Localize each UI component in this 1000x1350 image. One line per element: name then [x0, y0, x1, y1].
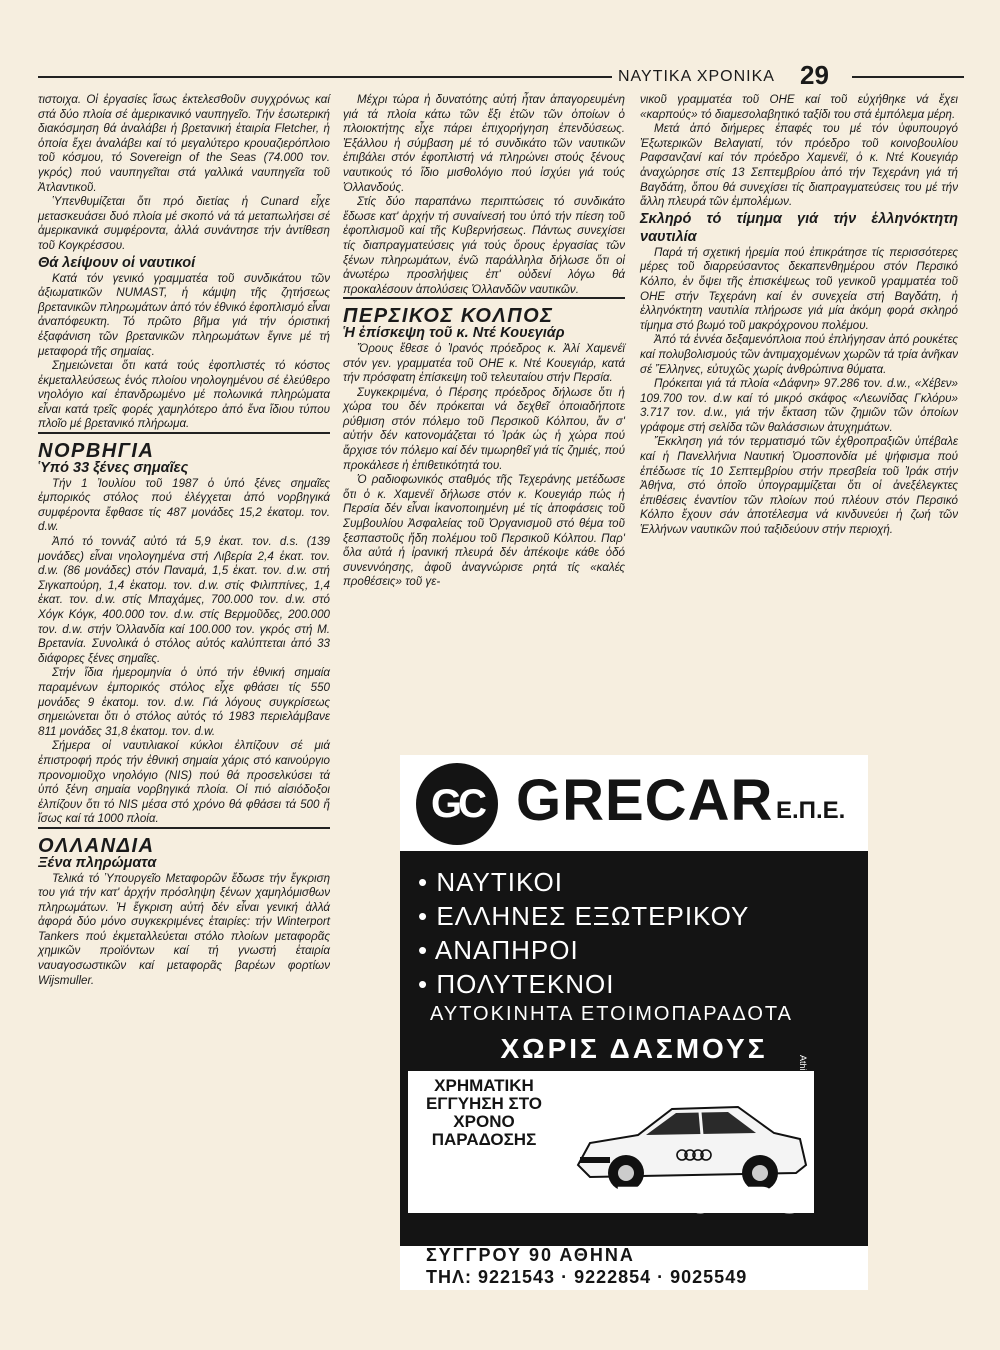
list-item: • ΝΑΥΤΙΚΟΙ [418, 865, 749, 899]
column-1 [38, 93, 330, 988]
subheading: Ἡ ἐπίσκεψη τοῦ κ. Ντέ Κουεγιάρ [343, 324, 565, 341]
subheading: Σκληρό τό τίμημα γιά τήν ἑλληνόκτητη ναυτιλία [640, 210, 958, 245]
list-item: • ΑΝΑΠΗΡΟΙ [418, 933, 749, 967]
paragraph: Ὑπενθυμίζεται ὅτι πρό διετίας ἡ Cunard εἶχε μετασκευάσει δυό πλοία μέ σκοπό νά τά μεταπωλήσει σέ ἀμερικανικά συμφέροντα, ἀλλά συνάντησε τήν ἀντίθεση τοῦ Κογκρέσσου. [38, 195, 330, 252]
paragraph: Μέχρι τώρα ἡ δυνατότης αὐτή ἦταν ἀπαγορευμένη γιά τά πλοία κάτω τῶν ἕξι ἐτῶν τῶν ὁποίων ὁ πλοιοκτήτης εἶχε πάρει ἐπιχορήγηση ἐπενδύσεως. Ἐξάλλου ἡ σύμβαση μέ τό συνδικάτο τῶν ναυτικῶν ἐπιβάλει στόν ἐφοπλιστή νά πληρώνει στούς ξένους ναυτικούς τό ἴδιο μισθολόγιο πού ἰσχύει γιά τούς Ὁλλανδούς. [343, 93, 625, 194]
column-3 [640, 93, 958, 538]
page-number: 29 [800, 60, 829, 90]
list-item: • ΠΟΛΥΤΕΚΝΟΙ [418, 967, 749, 1001]
paragraph: Σημειώνεται ὅτι κατά τούς ἐφοπλιστές τό κόστος ἐκμεταλλεύσεως ἑνός πλοίου νηολογημένου σέ ἐλεύθερο νηολόγιο καί ἐπανδρωμένο μέ πολωνικά πληρώματα εἶναι κατά τρεῖς φορές χαμηλότερο ἀπό ἕνα ἴδιου τύπου πλοῖο μέ βρετανικό πλήρωμα. [38, 359, 330, 431]
paragraph: Ὁ ραδιοφωνικός σταθμός τῆς Τεχεράνης μετέδωσε ὅτι ὁ κ. Χαμενέϊ δήλωσε στόν κ. Κουεγιάρ πώς ἡ Περσία δέν εἶναι ἱκανοποιημένη μέ τίς ἀποφάσεις τοῦ Συμβουλίου Ἀσφαλείας τοῦ Ὀργανισμοῦ στό θέμα τοῦ ξεσπαστοῦς ἤδη πολέμου τοῦ Περσικοῦ Κόλπου. Παρ' ὅλα αὐτά ἡ ἰρανική πλευρά δέν ἀπέκοψε κάθε ὁδό συνεννόησης, ἀφοῦ ἀναγνώρισε ρητά τίς «καλές προθέσεις» τοῦ γε- [343, 473, 625, 589]
header-rule-left [38, 76, 612, 78]
paragraph: Στήν ἴδια ἡμερομηνία ὁ ὑπό τήν ἐθνική σημαία παραμένων ἐμπορικός στόλος εἶχε φθάσει τίς 550 μονάδες 9 ἑκατομ. τον. d.w. Γιά λόγους συγκρίσεως σημειώνεται ὅτι ὁ στόλος αὐτός τό 1983 περιελάμβανε 811 μονάδες 31,8 ἑκατομ. τον. d.w. [38, 666, 330, 738]
ad-tax-free-cars: TAX FREE CARS [462, 1180, 806, 1222]
subheading: Ξένα πληρώματα [38, 854, 157, 871]
paragraph: Ἀπό τά ἐννέα δεξαμενόπλοια πού ἐπλήγησαν ἀπό ρουκέτες καί πολυβολισμούς τῶν ἀντιμαχομένων χωρῶν τά τρία ἀνῆκαν σέ Ἕλληνες, εὐτυχῶς χωρίς ἀνθρώπινα θύματα. [640, 333, 958, 376]
paragraph: Τήν 1 Ἰουλίου τοῦ 1987 ὁ ὑπό ξένες σημαῖες ἐμπορικός στόλος πού ἐλέγχεται ἀπό νορβηγικά συμφέροντα ἔφθασε τίς 487 μονάδες 15,2 ἑκατομ. τον. d.w. [38, 476, 330, 534]
paragraph: τιστοιχα. Οἱ ἐργασίες ἴσως ἐκτελεσθοῦν συγχρόνως καί στά δύο πλοία σέ ἀμερικανικό ναυπηγεῖο. Τήν ἐσωτερική διακόσμηση θά ἀναλάβει ἡ βρετανική ἑταιρία Fletcher, ἡ ὁποία ἔχει ἀναλάβει καί τό μεγαλύτερο κρουαζιερόπλοιο τοῦ κόσμου, τό Sovereign of the Seas (74.000 τον. γκρός) πού ναυπηγεῖται στά γαλλικά ναυπηγεῖα τοῦ Ἀτλαντικοῦ. [38, 93, 330, 194]
ad-brand-suffix: Ε.Π.Ε. [776, 797, 846, 824]
section-title-norway: ΝΟΡΒΗΓΙΑ [38, 432, 330, 459]
publication-title: ΝΑΥΤΙΚΑ ΧΡΟΝΙΚΑ [618, 68, 775, 85]
paragraph: Στίς δύο παραπάνω περιπτώσεις τό συνδικάτο ἔδωσε κατ' ἀρχήν τή συναίνεσή του ὑπό τήν πίεση τοῦ ἐφοπλισμοῦ καί τῆς Κυβερνήσεως. Πάντως συνεχίσει τίς διαπραγματεύσεις γιά τούς ὅρους ἐργασίας τῶν ξένων πληρωμάτων, ἐνῶ παράλληλα δήλωσε ὅτι οἱ ἀνωτέρω προσλήψεις ἐπ' οὐδενί λόγω θά προκαλέσουν ἀπολύσεις Ὁλλανδῶν ναυτικῶν. [343, 195, 625, 296]
section-title-persian-gulf: ΠΕΡΣΙΚΟΣ ΚΟΛΠΟΣ [343, 297, 625, 324]
ad-address: ΣΥΓΓΡΟΥ 90 ΑΘΗΝΑ [426, 1245, 635, 1265]
paragraph: Ἀπό τό τοννάζ αὐτό τά 5,9 ἑκατ. τον. d.s. (139 μονάδες) εἶναι νηολογημένα στή Λιβερία 2,4 ἑκατ. τον. d.w. (86 μονάδες) στόν Παναμά, 1,5 ἑκατ. τον. d.w. στή Σιγκαπούρη, 1,4 ἑκατομ. τον. d.w. στίς Φιλιππίνες, 1,4 ἑκατ. τον. d.w. στίς Μπαχάμες, 700.000 τον. d.w. στό Χόγκ Κόγκ, 400.000 τον. d.w. στίς Βερμοῦδες, 200.000 τον. d.w. στήν Ὁλλανδία καί 100.000 τον. γκρός στή Μ. Βρετανία. Συνολικά ὁ στόλος αὐτός καλύπτεται ἀπό 33 διάφορες ξένες σημαῖες. [38, 535, 330, 665]
ad-duty-free: ΧΩΡΙΣ ΔΑΣΜΟΥΣ [500, 1033, 768, 1064]
paragraph: Σήμερα οἱ ναυτιλιακοί κύκλοι ἐλπίζουν σέ μιά ἐπιστροφή πρός τήν ἐθνική σημαία χάρις στό καινούργιο προνομιοῦχο νηολόγιο (NIS) πού θά προσελκύσει τά ὑπό ξένη σημαία νορβηγικά πλοία. Οἱ πιό αἰσιόδοξοι ἐλπίζουν ὅτι τό NIS μέσα στό χρόνο θά φθάσει τά 500 ἤ ἴσως καί τά 1000 πλοία. [38, 739, 330, 826]
paragraph: Παρά τή σχετική ἠρεμία πού ἐπικράτησε τίς περισσότερες μέρες τοῦ διαρρεύσαντος δεκαπενθημέρου στόν Περσικό Κόλπο, ἐν ὄψει τῆς ἐπισκέψεως τοῦ γενικοῦ γραμματέα τοῦ ΟΗΕ στήν Τεχεράνη καί ἐν συνεχεία στή Βαγδάτη, ἡ ἑλληνόκτητη ναυτιλία πλήρωσε γιά μία ἀκόμη φορά σκληρό τίμημα στό βωμό τοῦ μακρόχρονου πολέμου. [640, 245, 958, 332]
paragraph: νικοῦ γραμματέα τοῦ ΟΗΕ καί τοῦ εὐχήθηκε νά ἔχει «καρπούς» τό διαμεσολαβητικό ταξίδι του στά ἐμπόλεμα μέρη. [640, 93, 958, 121]
ad-guarantee-text: ΧΡΗΜΑΤΙΚΗ ΕΓΓΥΗΣΗ ΣΤΟ ΧΡΟΝΟ ΠΑΡΑΔΟΣΗΣ [425, 1076, 543, 1149]
paragraph: Μετά ἀπό διήμερες ἐπαφές του μέ τόν ὑφυπουργό Ἐξωτερικῶν Βελαγιατί, τόν πρόεδρο τοῦ κοινοβουλίου Ραφσανζανί καί τόν πρόεδρο Χαμενέϊ, ὁ κ. Ντέ Κουεγιάρ ἀναχώρησε στίς 13 Σεπτεμβρίου ἀπό τήν Τεχεράνη γιά τή Βαγδάτη, ὅπου θά συνεχίσει τίς διαπραγματεύσεις του μέ τήν ἄλλη πλευρά τῶν ἐμπολέμων. [640, 122, 958, 209]
subheading: Ὑπό 33 ξένες σημαῖες [38, 459, 189, 476]
paragraph: Ἔκκληση γιά τόν τερματισμό τῶν ἐχθροπραξιῶν ὑπέβαλε καί ἡ Πανελλήνια Ναυτική Ὁμοσπονδία μέ ψήφισμα πού ἐπέδωσε τίς 10 Σεπτεμβρίου στήν πρεσβεία τοῦ Ἰράκ στήν Ἀθήνα, στό ὁποῖο ὑπογραμμίζεται ὅτι οἱ ἀνεξέλεγκτες ἐπιθέσεις ἐναντίον τῶν πλοίων πού πλέουν στόν Περσικό Κόλπο ἔχουν σάν ἀποτέλεσμα νά κινδυνεύει ἡ ζωή τῶν Ἑλλήνων ναυτικῶν πού ταξιδεύουν στήν περιοχή. [640, 435, 958, 537]
paragraph: Κατά τόν γενικό γραμματέα τοῦ συνδικάτου τῶν ἀξιωματικῶν NUMAST, ἡ κάμψη τῆς ζητήσεως βρετανικῶν πληρωμάτων ἀπό τόν ἐθνικό ἐφοπλισμό εἶναι ἀναπόφευκτη. Τό πρῶτο βῆμα γιά τήν όριστική ἐξαφάνιση τῶν βρετανικῶν πληρωμάτων ἔγινε μέ τή μεταφορά τῆς σημαίας. [38, 271, 330, 358]
list-item: • ΕΛΛΗΝΕΣ ΕΞΩΤΕΡΙΚΟΥ [418, 899, 749, 933]
paragraph: Πρόκειται γιά τά πλοία «Δάφνη» 97.286 τον. d.w., «Χέβεν» 109.700 τον. d.w καί τό μικρό σκάφος «Λεωνίδας Γκλόρυ» 3.717 τον. d.w., γιά τήν ἔκταση τῶν ζημιῶν τῶν ὁποίων γράφομε στή σελίδα τῶν θαλάσσιων ἀτυχημάτων. [640, 377, 958, 434]
section-title-netherlands: ΟΛΛΑΝΔΙΑ [38, 827, 330, 854]
grecar-advertisement [400, 755, 868, 1290]
subheading: Θά λείψουν οἱ ναυτικοί [38, 254, 196, 271]
paragraph: Συγκεκριμένα, ὁ Πέρσης πρόεδρος δήλωσε ὅτι ἡ χώρα του δέν πρόκειται νά δεχθεῖ ὁποιαδήποτε ρύθμιση στόν πόλεμο τοῦ Περσικοῦ Κόλπου, ἄν σ' αὐτήν δέν κατονομάζεται τό Ἰράκ ὡς ἡ χώρα πού ἄρχισε τόν πόλεμο καί δέν τιμωρηθεῖ γιά τίς ζημιές, πού προκάλεσε ἡ ἐπιθετικότητά του. [343, 385, 625, 472]
ad-eligibility-list [418, 865, 749, 1001]
paragraph: Τελικά τό Ὑπουργεῖο Μεταφορῶν ἔδωσε τήν ἔγκριση του γιά τήν κατ' ἀρχήν πρόσληψη ξένων χαμηλόμισθων πληρωμάτων. Ἡ ἔγκριση αὐτή δέν εἶναι γενική ἀλλά ἀφορά δύο μόνο συγκεκριμένες ἑταιρίες: τήν Winterport Tankers πού ἐκμεταλλεύεται στόλο πλοίων μεταφορᾶς χημικῶν προϊόντων καί τή γνωστή ἑταιρία ναυαγοσωστικῶν καί μεταφορᾶς βαρέων φορτίων Wijsmuller. [38, 871, 330, 987]
ad-ready-cars: ΑΥΤΟΚΙΝΗΤΑ ΕΤΟΙΜΟΠΑΡΑΔΟΤΑ [430, 1003, 793, 1025]
paragraph: Ὅρους ἔθεσε ὁ Ἰρανός πρόεδρος κ. Ἀλί Χαμενέϊ στόν γεν. γραμματέα τοῦ ΟΗΕ κ. Ντέ Κουεγιάρ, κατά τήν πρόσφατη ἐπίσκεψη τοῦ τελευταίου στήν Περσία. [343, 341, 625, 385]
ad-credit: Athine's [798, 1055, 808, 1087]
ad-brand-name: GRECAR [516, 768, 774, 833]
grecar-logo: GC [416, 763, 498, 845]
ad-phone: ΤΗΛ: 9221543 · 9222854 · 9025549 [426, 1267, 748, 1287]
column-2 [343, 93, 625, 590]
header-rule-right [852, 76, 964, 78]
